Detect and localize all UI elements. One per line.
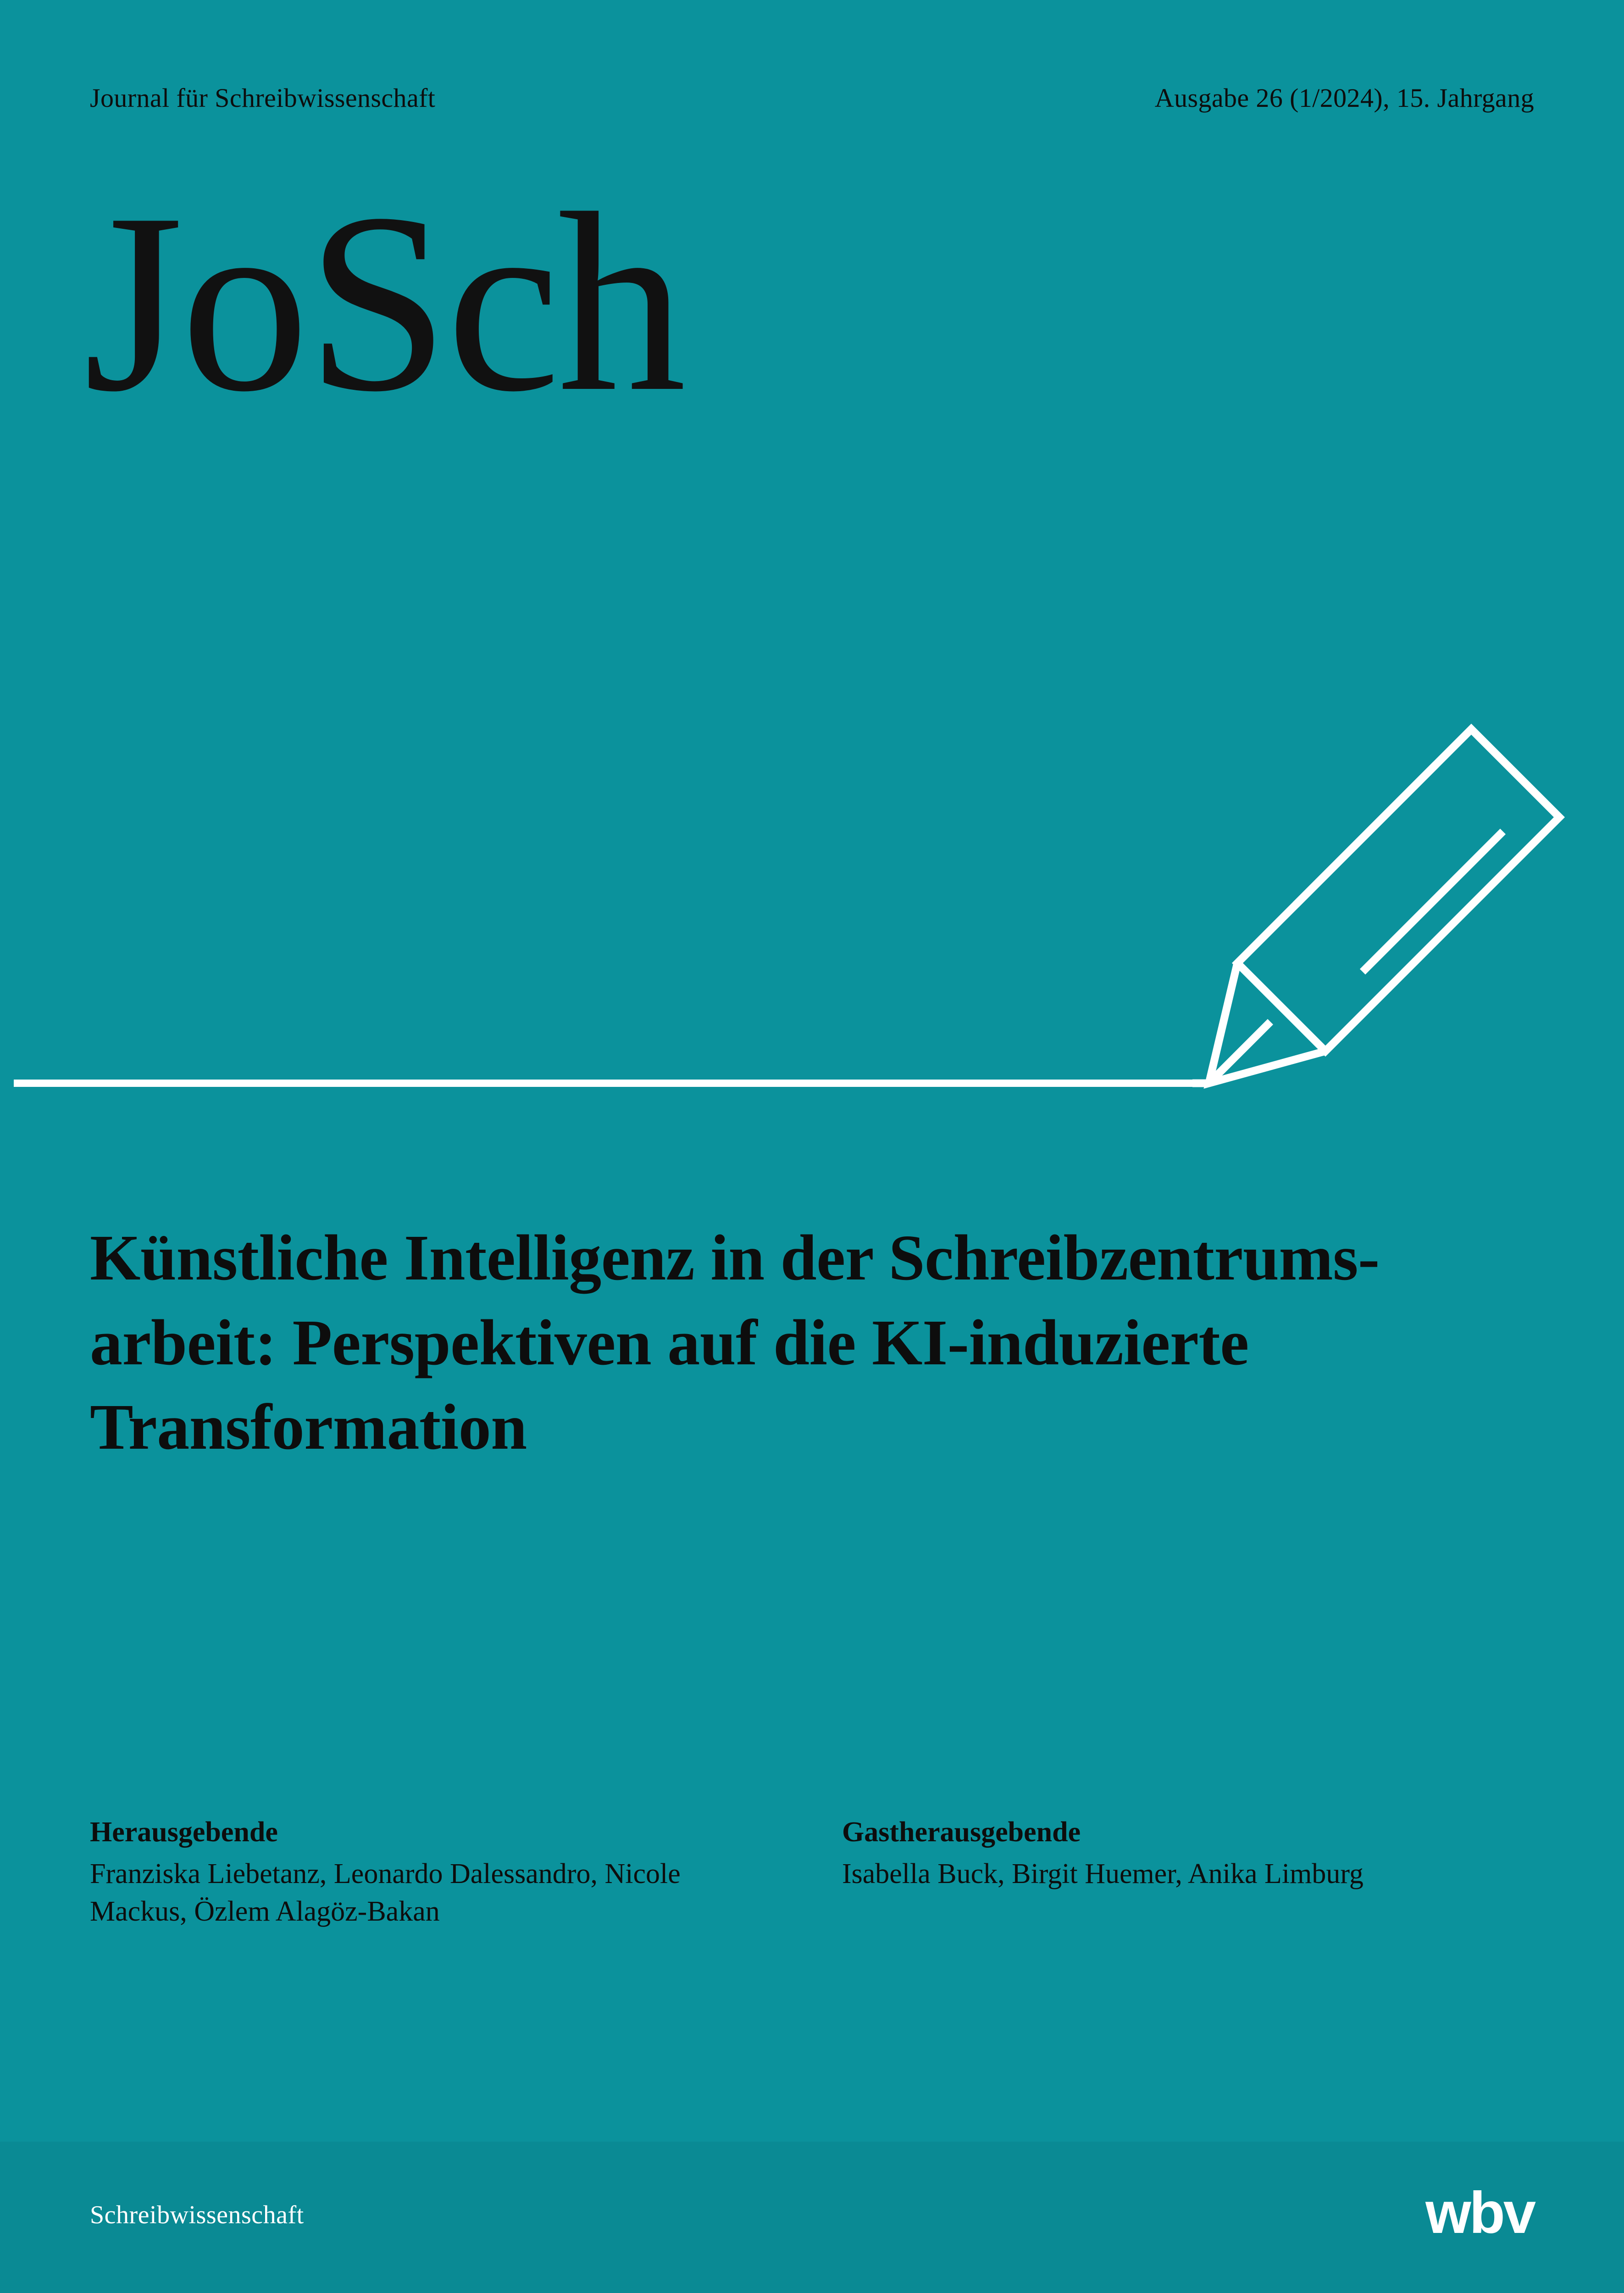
editors-main [90, 1816, 842, 1931]
editors-main-names: Franziska Liebetanz, Leonardo Dalessandro, Nicole Mackus, Özlem Alagöz-Bakan [90, 1858, 681, 1927]
publisher-logo: wbv [1425, 2180, 1534, 2246]
editors-guest-names: Isabella Buck, Birgit Huemer, Anika Limburg [842, 1858, 1363, 1889]
editors-main-heading: Herausgebende [90, 1817, 278, 1848]
page-title-line-2: arbeit: Perspektiven auf die KI-induzierte [90, 1306, 1249, 1379]
cover-header [90, 83, 1534, 113]
journal-name: Journal für Schreibwissenschaft [90, 83, 436, 113]
editors-guest-heading: Gastherausgebende [842, 1817, 1081, 1848]
issue-info: Ausgabe 26 (1/2024), 15. Jahrgang [1154, 83, 1534, 113]
horizontal-rule [14, 1080, 1192, 1087]
editors-guest [842, 1816, 1530, 1931]
series-label: Schreibwissenschaft [90, 2201, 304, 2229]
journal-wordmark: JoSch [83, 161, 683, 445]
page-title [90, 1215, 1466, 1469]
pencil-icon [0, 715, 1624, 1128]
editors-section [90, 1816, 1534, 1931]
page-title-line-3: Transformation [90, 1390, 527, 1463]
page-title-line-1: Künstliche Intelligenz in der Schreibzentrums- [90, 1221, 1380, 1294]
